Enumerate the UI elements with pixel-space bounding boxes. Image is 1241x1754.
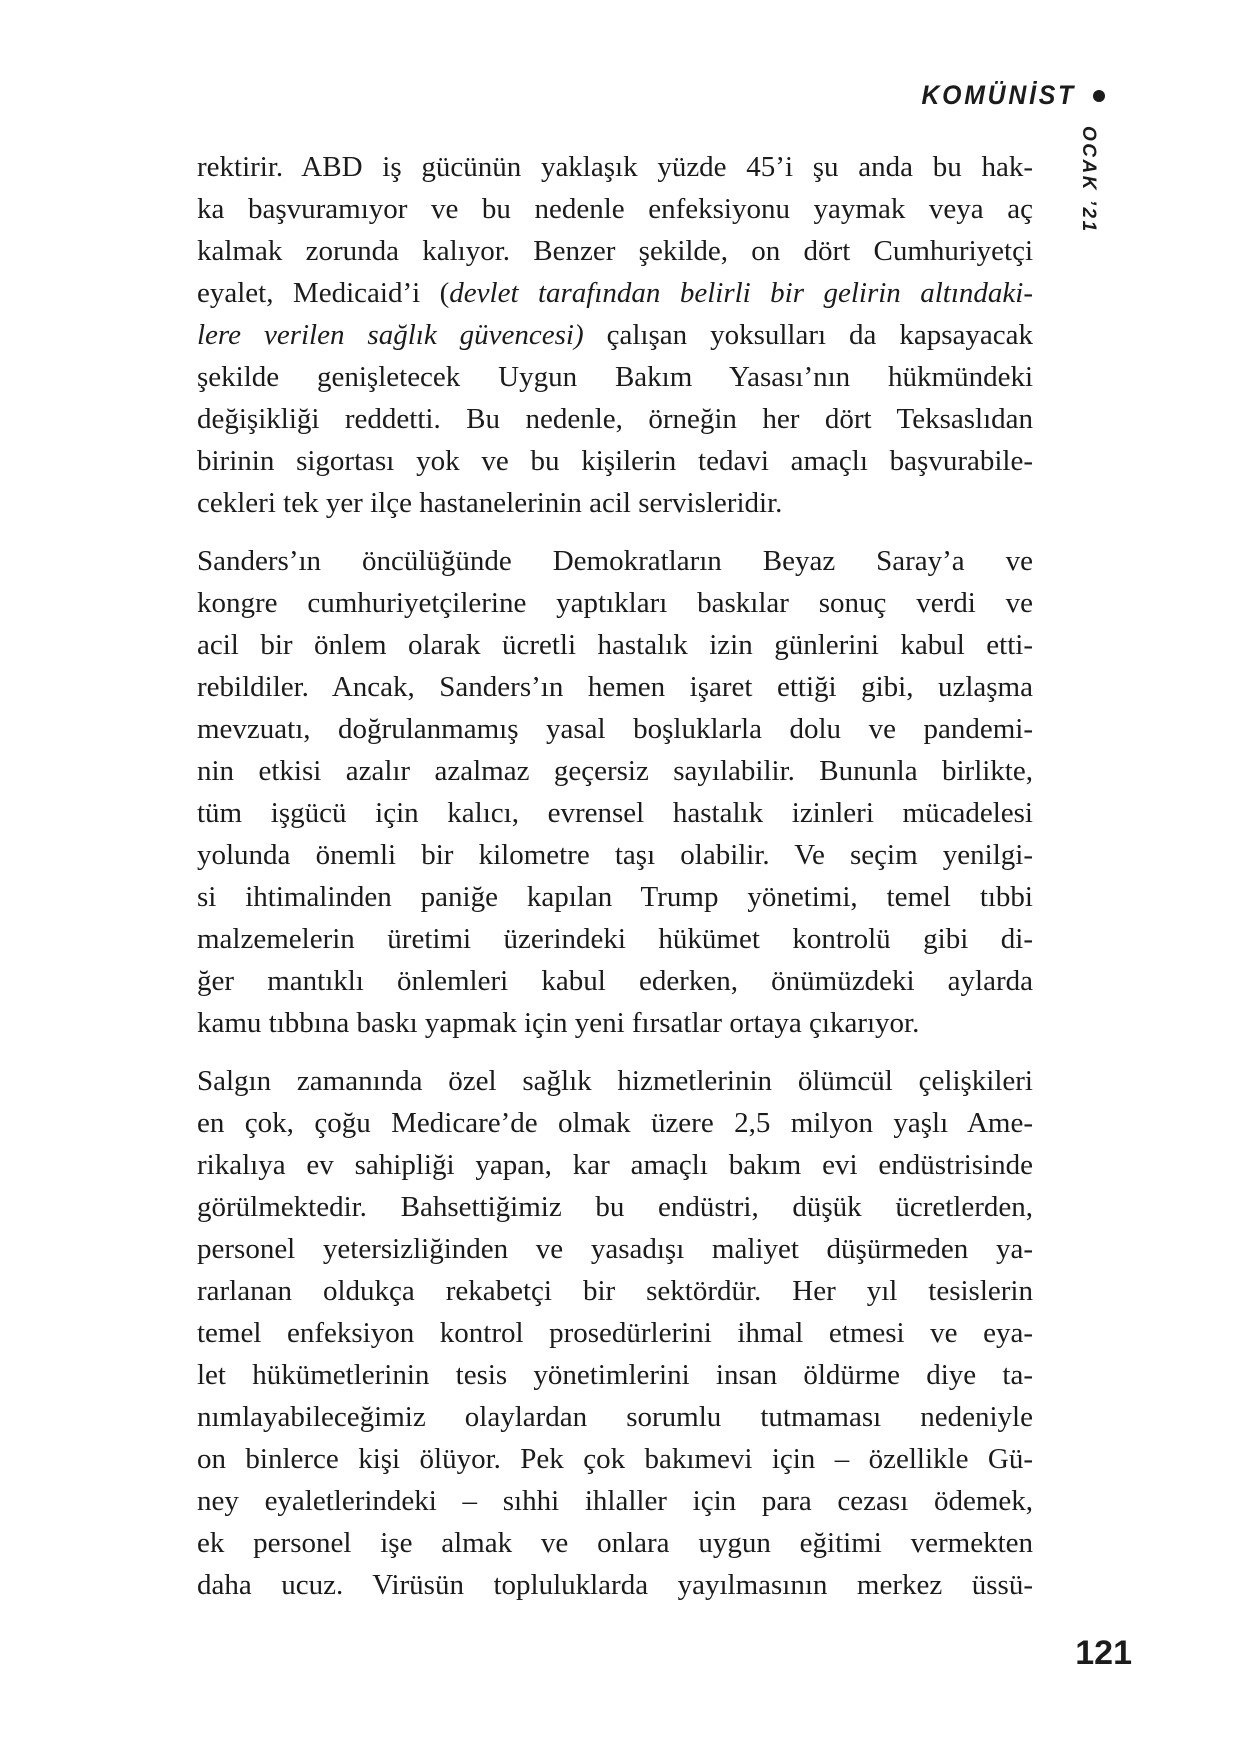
text-segment: daha ucuz. Virüsün topluluklarda yayılmasının merkez üssü- — [197, 1569, 1033, 1601]
text-line — [197, 1060, 1033, 1102]
text-line — [197, 1144, 1033, 1186]
text-line — [197, 876, 1033, 918]
text-line — [197, 582, 1033, 624]
text-segment: ney eyaletlerindeki – sıhhi ihlaller için para cezası ödemek, — [197, 1485, 1033, 1517]
text-segment: cekleri tek yer ilçe hastanelerinin acil servisleridir. — [197, 487, 783, 519]
text-segment: on binlerce kişi ölüyor. Pek çok bakımevi için – özellikle Gü- — [197, 1443, 1033, 1475]
magazine-title: KOMÜNİST — [921, 80, 1076, 110]
text-segment: let hükümetlerinin tesis yönetimlerini insan öldürme diye ta- — [197, 1359, 1033, 1391]
text-line — [197, 146, 1033, 188]
text-segment: personel yetersizliğinden ve yasadışı maliyet düşürmeden ya- — [197, 1233, 1033, 1265]
issue-label: OCAK ’21 — [1078, 126, 1099, 234]
text-segment: ek personel işe almak ve onlara uygun eğitimi vermekten — [197, 1527, 1033, 1559]
text-line — [197, 356, 1033, 398]
text-line — [197, 1480, 1033, 1522]
text-segment: yolunda önemli bir kilometre taşı olabilir. Ve seçim yenilgi- — [197, 839, 1033, 871]
paragraph — [197, 1060, 1033, 1606]
text-segment: malzemelerin üretimi üzerindeki hükümet kontrolü gibi di- — [197, 923, 1033, 955]
text-segment: rarlanan oldukça rekabetçi bir sektördür. Her yıl tesislerin — [197, 1275, 1033, 1307]
text-segment: eyalet, Medicaid’i ( — [197, 277, 450, 309]
text-line — [197, 624, 1033, 666]
text-segment: en çok, çoğu Medicare’de olmak üzere 2,5 milyon yaşlı Ame- — [197, 1107, 1033, 1139]
text-line — [197, 792, 1033, 834]
text-line — [197, 482, 1033, 524]
text-line — [197, 1522, 1033, 1564]
page-number: 121 — [1075, 1634, 1132, 1672]
text-line — [197, 1002, 1033, 1044]
text-line — [197, 1270, 1033, 1312]
text-line — [197, 960, 1033, 1002]
text-line — [197, 666, 1033, 708]
text-line — [197, 1438, 1033, 1480]
text-segment: Salgın zamanında özel sağlık hizmetlerinin ölümcül çelişkileri — [197, 1065, 1033, 1097]
text-line — [197, 1186, 1033, 1228]
text-line — [197, 1396, 1033, 1438]
text-segment: acil bir önlem olarak ücretli hastalık izin günlerini kabul etti- — [197, 629, 1033, 661]
body-text — [197, 146, 1033, 1606]
text-segment: rektirir. ABD iş gücünün yaklaşık yüzde 45’i şu anda bu hak- — [197, 151, 1033, 183]
text-line — [197, 1354, 1033, 1396]
text-segment: rebildiler. Ancak, Sanders’ın hemen işaret ettiği gibi, uzlaşma — [197, 671, 1033, 703]
text-line — [197, 834, 1033, 876]
text-line — [197, 1312, 1033, 1354]
text-line — [197, 708, 1033, 750]
running-head — [908, 80, 1105, 111]
text-segment: birinin sigortası yok ve bu kişilerin tedavi amaçlı başvurabile- — [197, 445, 1033, 477]
text-segment: nin etkisi azalır azalmaz geçersiz sayılabilir. Bununla birlikte, — [197, 755, 1033, 787]
text-segment: si ihtimalinden paniğe kapılan Trump yönetimi, temel tıbbi — [197, 881, 1033, 913]
text-segment: çalışan yoksulları da kapsayacak — [583, 319, 1033, 351]
text-line — [197, 1228, 1033, 1270]
text-segment: kamu tıbbına baskı yapmak için yeni fırsatlar ortaya çıkarıyor. — [197, 1007, 920, 1039]
text-segment: mevzuatı, doğrulanmamış yasal boşluklarla dolu ve pandemi- — [197, 713, 1033, 745]
text-segment: ğer mantıklı önlemleri kabul ederken, önümüzdeki aylarda — [197, 965, 1033, 997]
text-segment: nımlayabileceğimiz olaylardan sorumlu tutmaması nedeniyle — [197, 1401, 1033, 1433]
text-line — [197, 314, 1033, 356]
text-segment: rikalıya ev sahipliği yapan, kar amaçlı bakım evi endüstrisinde — [197, 1149, 1033, 1181]
text-segment: kongre cumhuriyetçilerine yaptıkları baskılar sonuç verdi ve — [197, 587, 1033, 619]
text-line — [197, 272, 1033, 314]
text-segment: değişikliği reddetti. Bu nedenle, örneğin her dört Teksaslıdan — [197, 403, 1033, 435]
text-line — [197, 188, 1033, 230]
text-line — [197, 750, 1033, 792]
paragraph — [197, 146, 1033, 524]
text-line — [197, 1102, 1033, 1144]
text-segment: temel enfeksiyon kontrol prosedürlerini ihmal etmesi ve eya- — [197, 1317, 1033, 1349]
text-segment: ka başvuramıyor ve bu nedenle enfeksiyonu yaymak veya aç — [197, 193, 1033, 225]
text-segment: şekilde genişletecek Uygun Bakım Yasası’nın hükmündeki — [197, 361, 1033, 393]
text-segment: kalmak zorunda kalıyor. Benzer şekilde, on dört Cumhuriyetçi — [197, 235, 1033, 267]
text-line — [197, 540, 1033, 582]
text-segment: görülmektedir. Bahsettiğimiz bu endüstri, düşük ücretlerden, — [197, 1191, 1033, 1223]
text-line — [197, 230, 1033, 272]
text-segment: tüm işgücü için kalıcı, evrensel hastalık izinleri mücadelesi — [197, 797, 1033, 829]
text-line — [197, 1564, 1033, 1606]
text-line — [197, 398, 1033, 440]
italic-text-segment: lere verilen sağlık güvencesi) — [197, 319, 584, 351]
text-line — [197, 440, 1033, 482]
paragraph — [197, 540, 1033, 1044]
text-segment: Sanders’ın öncülüğünde Demokratların Beyaz Saray’a ve — [197, 545, 1033, 577]
text-line — [197, 918, 1033, 960]
bullet-icon — [1093, 90, 1105, 102]
italic-text-segment: devlet tarafından belirli bir gelirin altındaki- — [449, 277, 1033, 309]
